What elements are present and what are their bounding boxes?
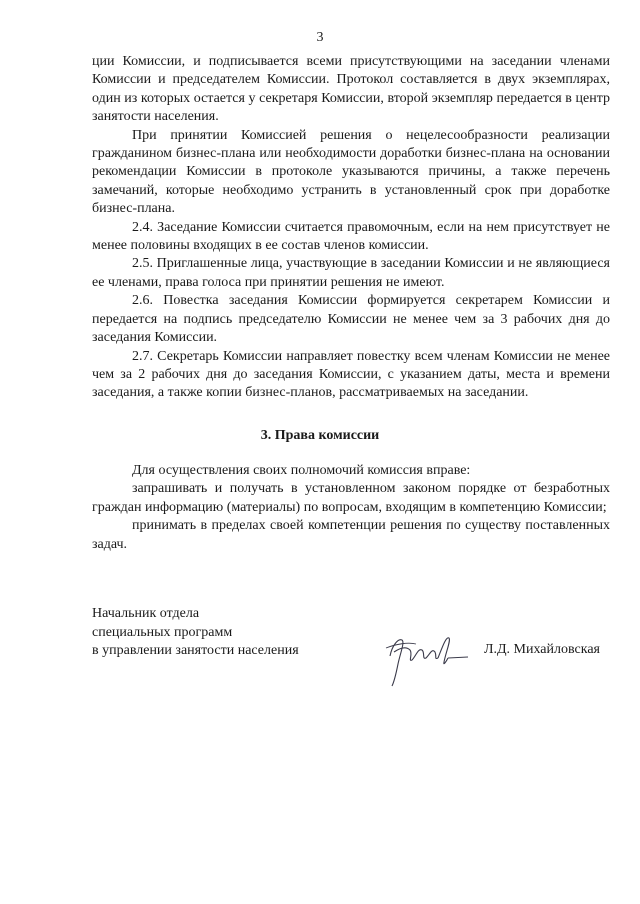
body-text — [92, 53, 610, 403]
section-right-decisions: принимать в пределах своей компетенции решения по существу поставленных задач. — [92, 518, 610, 552]
position-line: в управлении занятости населения — [92, 643, 299, 659]
page-number: 3 — [316, 30, 324, 45]
handwritten-signature — [372, 618, 472, 688]
paragraph-2-5: 2.5. Приглашенные лица, участвующие в заседании Комиссии и не являющиеся ее членами, права голоса при принятии решения не имеют. — [92, 256, 610, 290]
section-heading: 3. Права комиссии — [260, 428, 380, 443]
paragraph-2-4: 2.4. Заседание Комиссии считается правомочным, если на нем присутствует не менее половины входящих в ее состав членов комиссии. — [92, 219, 610, 254]
position-line: специальных программ — [92, 624, 233, 640]
section-right-request-info: запрашивать и получать в установленном законом порядке от безработных граждан информацию (материалы) по вопросам, входящим в компетенцию Комиссии; — [92, 481, 610, 515]
section-text — [92, 462, 610, 554]
paragraph-2-6: 2.6. Повестка заседания Комиссии формируется секретарем Комиссии и передается на подпись председателю Комиссии не менее чем за 3 рабочих дня до заседания Комиссии. — [92, 293, 610, 346]
paragraph-rejection-reasons: При принятии Комиссией решения о нецелесообразности реализации гражданином бизнес-плана или необходимости доработки бизнес-плана на основании рекомендации Комиссии в протоколе указываются причины, а также перечень замечаний, которые необходимо устранить в установленный срок при доработке бизнес-плана. — [92, 127, 610, 217]
signatory-position — [92, 605, 299, 661]
paragraph-protocol-end: ции Комиссии, и подписывается всеми присутствующими на заседании членами Комиссии и председателем Комиссии. Протокол составляется в двух экземплярах, один из которых остается у секретаря Комиссии, второй экземпляр передается в центр занятости населения. — [92, 54, 610, 125]
signer-name: Л.Д. Михайловская — [484, 642, 600, 657]
section-intro: Для осуществления своих полномочий комиссия вправе: — [132, 463, 471, 478]
paragraph-2-7: 2.7. Секретарь Комиссии направляет повестку всем членам Комиссии не менее чем за 2 рабочих дня до заседания Комиссии, с указанием даты, места и времени заседания, а также копии бизнес-планов, рассматриваемых на заседании. — [92, 348, 610, 401]
position-line: Начальник отдела — [92, 606, 200, 621]
